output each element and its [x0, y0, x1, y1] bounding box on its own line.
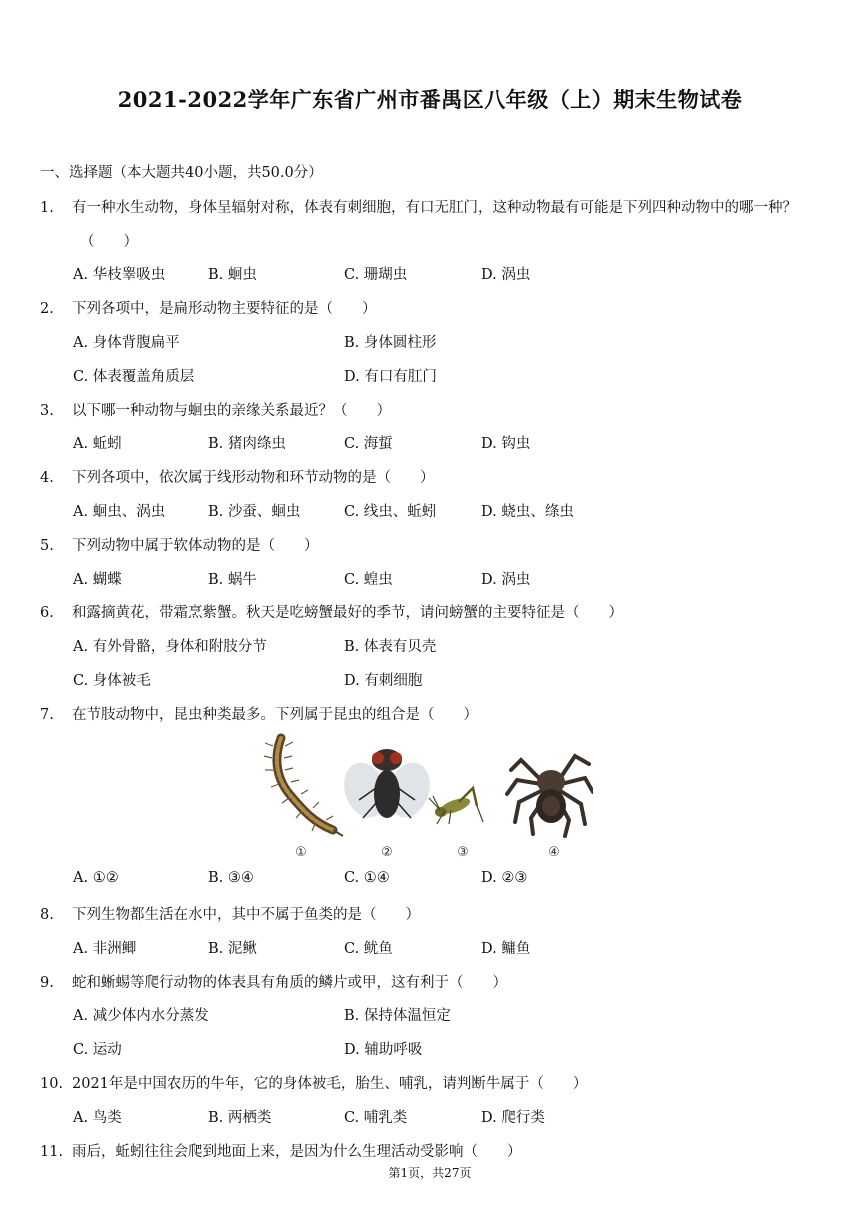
- question-9: [40, 971, 507, 992]
- question-text: 下列各项中，是扁形动物主要特征的是（ ）: [72, 301, 377, 317]
- option-d[interactable]: D. 钩虫: [481, 436, 531, 452]
- question-number: 2.: [40, 301, 54, 317]
- question-3: [40, 399, 391, 420]
- insect-figure: [263, 730, 593, 860]
- option-b[interactable]: B. 体表有贝壳: [344, 639, 437, 655]
- question-number: 8.: [40, 907, 54, 923]
- question-text: 在节肢动物中，昆虫种类最多。下列属于昆虫的组合是（ ）: [72, 707, 478, 723]
- option-c[interactable]: C. 运动: [73, 1042, 122, 1058]
- question-text: 有一种水生动物，身体呈辐射对称，体表有刺细胞，有口无肛门，这种动物最有可能是下列四种动物中的哪一种？: [72, 200, 797, 216]
- option-a[interactable]: A. 蝴蝶: [73, 572, 122, 588]
- grasshopper-image: [429, 788, 483, 824]
- question-text: 雨后，蚯蚓往往会爬到地面上来，是因为什么生理活动受影响（ ）: [72, 1144, 522, 1160]
- option-b[interactable]: B. 泥鳅: [208, 941, 257, 957]
- question-5: [40, 534, 319, 555]
- question-7: [40, 703, 478, 724]
- option-d[interactable]: D. 鳙鱼: [481, 941, 531, 957]
- option-b[interactable]: B. 两栖类: [208, 1110, 272, 1126]
- option-a[interactable]: A. 有外骨骼，身体和附肢分节: [73, 639, 267, 655]
- question-text: 2021年是中国农历的牛年，它的身体被毛，胎生、哺乳，请判断牛属于（ ）: [72, 1076, 588, 1092]
- option-a[interactable]: A. 蚯蚓: [73, 436, 122, 452]
- option-a[interactable]: A. ①②: [73, 870, 119, 886]
- section-heading: 一、选择题（本大题共40小题，共50.0分）: [40, 165, 323, 181]
- option-b[interactable]: B. 保持体温恒定: [344, 1008, 451, 1024]
- question-text: 以下哪一种动物与蛔虫的亲缘关系最近？（ ）: [72, 403, 391, 419]
- option-d[interactable]: D. ②③: [481, 870, 528, 886]
- option-b[interactable]: B. ③④: [208, 870, 254, 886]
- question-number: 9.: [40, 975, 54, 991]
- option-c[interactable]: C. 线虫、蚯蚓: [344, 504, 437, 520]
- question-10: [40, 1072, 587, 1093]
- question-number: 6.: [40, 605, 54, 621]
- option-c[interactable]: C. 身体被毛: [73, 673, 151, 689]
- page-footer: 第1页，共27页: [388, 1166, 472, 1180]
- question-number: 1.: [40, 200, 54, 216]
- figure-label-1: ①: [295, 845, 307, 860]
- fly-image: [337, 749, 436, 823]
- option-c[interactable]: C. ①④: [344, 870, 390, 886]
- option-b[interactable]: B. 身体圆柱形: [344, 335, 437, 351]
- page-title: 2021-2022学年广东省广州市番禺区八年级（上）期末生物试卷: [117, 87, 743, 112]
- option-a[interactable]: A. 蛔虫、涡虫: [73, 504, 166, 520]
- question-8: [40, 903, 420, 924]
- option-a[interactable]: A. 华枝睾吸虫: [73, 267, 166, 283]
- option-d[interactable]: D. 涡虫: [481, 572, 531, 588]
- option-b[interactable]: B. 猪肉绦虫: [208, 436, 286, 452]
- option-b[interactable]: B. 沙蚕、蛔虫: [208, 504, 301, 520]
- option-a[interactable]: A. 减少体内水分蒸发: [73, 1008, 209, 1024]
- option-c[interactable]: C. 珊瑚虫: [344, 267, 408, 283]
- option-c[interactable]: C. 体表覆盖角质层: [73, 369, 195, 385]
- question-continuation: （ ）: [80, 234, 138, 250]
- question-number: 5.: [40, 538, 54, 554]
- option-d[interactable]: D. 爬行类: [481, 1110, 545, 1126]
- question-number: 10.: [40, 1076, 64, 1092]
- question-number: 4.: [40, 470, 54, 486]
- question-2: [40, 297, 377, 318]
- question-11: [40, 1140, 522, 1161]
- option-d[interactable]: D. 有刺细胞: [344, 673, 423, 689]
- option-d[interactable]: D. 辅助呼吸: [344, 1042, 423, 1058]
- spider-image: [507, 756, 593, 836]
- option-a[interactable]: A. 鸟类: [73, 1110, 122, 1126]
- option-b[interactable]: B. 蜗牛: [208, 572, 257, 588]
- figure-label-2: ②: [381, 845, 393, 860]
- option-a[interactable]: A. 身体背腹扁平: [73, 335, 180, 351]
- question-number: 3.: [40, 403, 54, 419]
- option-d[interactable]: D. 涡虫: [481, 267, 531, 283]
- centipede-image: [264, 738, 343, 836]
- option-d[interactable]: D. 蛲虫、绦虫: [481, 504, 574, 520]
- option-b[interactable]: B. 蛔虫: [208, 267, 257, 283]
- figure-label-3: ③: [457, 845, 469, 860]
- question-number: 7.: [40, 707, 54, 723]
- option-c[interactable]: C. 蝗虫: [344, 572, 393, 588]
- question-text: 下列动物中属于软体动物的是（ ）: [72, 538, 319, 554]
- question-number: 11.: [40, 1144, 64, 1160]
- question-text: 蛇和蜥蜴等爬行动物的体表具有角质的鳞片或甲，这有利于（ ）: [72, 975, 507, 991]
- option-c[interactable]: C. 哺乳类: [344, 1110, 408, 1126]
- question-4: [40, 466, 435, 487]
- question-text: 和露摘黄花，带霜烹紫蟹。秋天是吃螃蟹最好的季节，请问螃蟹的主要特征是（ ）: [72, 605, 623, 621]
- option-c[interactable]: C. 海蜇: [344, 436, 393, 452]
- question-1: [40, 196, 797, 217]
- question-text: 下列各项中，依次属于线形动物和环节动物的是（ ）: [72, 470, 435, 486]
- question-text: 下列生物都生活在水中，其中不属于鱼类的是（ ）: [72, 907, 420, 923]
- option-a[interactable]: A. 非洲鲫: [73, 941, 137, 957]
- figure-label-4: ④: [548, 845, 560, 860]
- option-c[interactable]: C. 鱿鱼: [344, 941, 393, 957]
- question-6: [40, 601, 623, 622]
- option-d[interactable]: D. 有口有肛门: [344, 369, 437, 385]
